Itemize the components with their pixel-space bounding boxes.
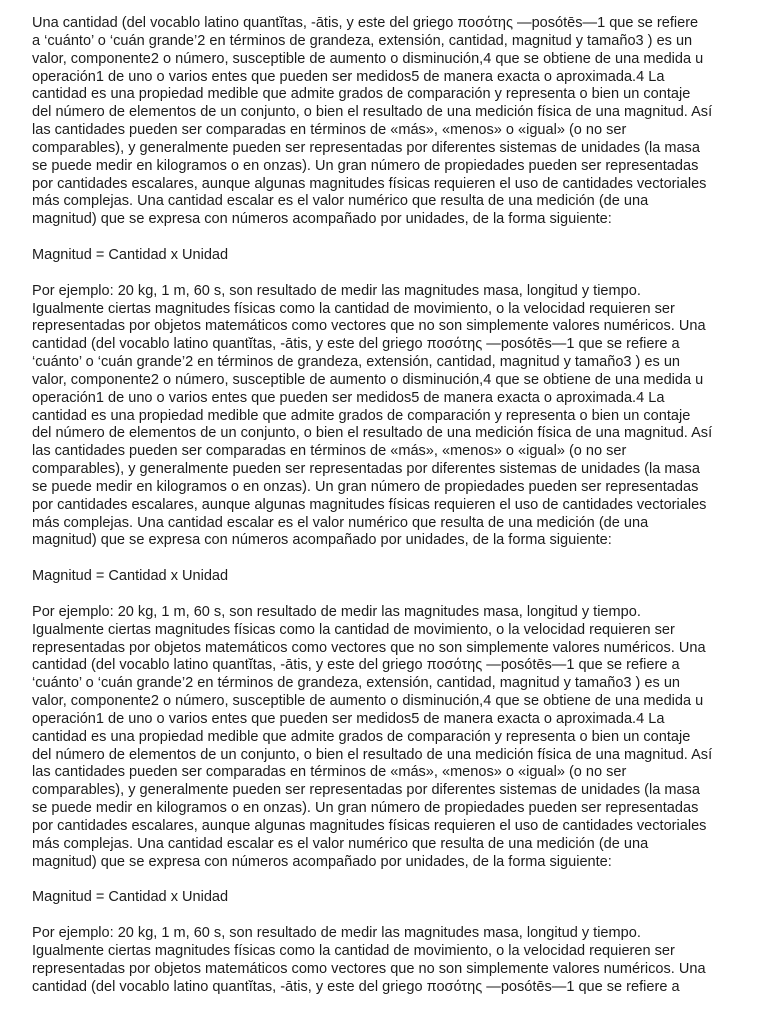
formula-line: Magnitud = Cantidad x Unidad [32, 246, 229, 263]
document-page [32, 15, 732, 1014]
body-paragraph: Por ejemplo: 20 kg, 1 m, 60 s, son resultado de medir las magnitudes masa, longitud y tiempo. Igualmente ciertas magnitudes físicas como la cantidad de movimiento, o la velocidad requieren ser representadas por objetos matemáticos como vectores que no son simplemente valores numéricos. Una cantidad (del vocablo latino quantĭtas, -ātis, y este del griego ποσότης —posótēs—1 que se refiere a ‘cuánto’ o ‘cuán grande’2 en términos de grandeza, extensión, cantidad, magnitud y tamaño3 ) es un valor, componente2 o número, susceptible de aumento o disminución,4 que se obtiene de una medida u operación1 de uno o varios entes que pueden ser medidos5 de manera exacta o aproximada.4 La cantidad es una propiedad medible que admite grados de comparación y representa o bien un contaje del número de elementos de un conjunto, o bien el resultado de una medición física de una magnitud. Así las cantidades pueden ser comparadas en términos de «más», «menos» o «igual» (o no ser comparables), y generalmente pueden ser representadas por diferentes sistemas de unidades (la masa se puede medir en kilogramos o en onzas). Un gran número de propiedades pueden ser representadas por cantidades escalares, aunque algunas magnitudes físicas requieren el uso de cantidades vectoriales más complejas. Una cantidad escalar es el valor numérico que resulta de una medición (de una magnitud) que se expresa con números acompañado por unidades, de la forma siguiente: [32, 603, 713, 870]
body-paragraph: Una cantidad (del vocablo latino quantĭtas, -ātis, y este del griego ποσότης —posótēs—1 que se refiere a ‘cuánto’ o ‘cuán grande’2 en términos de grandeza, extensión, cantidad, magnitud y tamaño3 ) es un valor, componente2 o número, susceptible de aumento o disminución,4 que se obtiene de una medida u operación1 de uno o varios entes que pueden ser medidos5 de manera exacta o aproximada.4 La cantidad es una propiedad medible que admite grados de comparación y representa o bien un contaje del número de elementos de un conjunto, o bien el resultado de una medición física de una magnitud. Así las cantidades pueden ser comparadas en términos de «más», «menos» o «igual» (o no ser comparables), y generalmente pueden ser representadas por diferentes sistemas de unidades (la masa se puede medir en kilogramos o en onzas). Un gran número de propiedades pueden ser representadas por cantidades escalares, aunque algunas magnitudes físicas requieren el uso de cantidades vectoriales más complejas. Una cantidad escalar es el valor numérico que resulta de una medición (de una magnitud) que se expresa con números acompañado por unidades, de la forma siguiente: [32, 15, 713, 228]
body-paragraph: Por ejemplo: 20 kg, 1 m, 60 s, son resultado de medir las magnitudes masa, longitud y tiempo. Igualmente ciertas magnitudes físicas como la cantidad de movimiento, o la velocidad requieren ser representadas por objetos matemáticos como vectores que no son simplemente valores numéricos. Una cantidad (del vocablo latino quantĭtas, -ātis, y este del griego ποσότης —posótēs—1 que se refiere a ‘cuánto’ o ‘cuán grande’2 en términos de grandeza, extensión, cantidad, magnitud y tamaño3 ) es un valor, componente2 o número, susceptible de aumento o disminución,4 que se obtiene de una medida u operación1 de uno o varios entes que pueden ser medidos5 de manera exacta o aproximada.4 La cantidad es una propiedad medible que admite grados de comparación y representa o bien un contaje del número de elementos de un conjunto, o bien el resultado de una medición física de una magnitud. Así las cantidades pueden ser comparadas en términos de «más», «menos» o «igual» (o no ser comparables), y generalmente pueden ser representadas por diferentes sistemas de unidades (la masa se puede medir en kilogramos o en onzas). Un gran número de propiedades pueden ser representadas por cantidades escalares, aunque algunas magnitudes físicas requieren el uso de cantidades vectoriales más complejas. Una cantidad escalar es el valor numérico que resulta de una medición (de una magnitud) que se expresa con números acompañado por unidades, de la forma siguiente: [32, 282, 713, 549]
formula-line: Magnitud = Cantidad x Unidad [32, 568, 229, 585]
formula-line: Magnitud = Cantidad x Unidad [32, 889, 229, 906]
body-paragraph: Por ejemplo: 20 kg, 1 m, 60 s, son resultado de medir las magnitudes masa, longitud y tiempo. Igualmente ciertas magnitudes físicas como la cantidad de movimiento, o la velocidad requieren ser representadas por objetos matemáticos como vectores que no son simplemente valores numéricos. Una cantidad (del vocablo latino quantĭtas, -ātis, y este del griego ποσότης —posótēs—1 que se refiere a [32, 925, 706, 995]
